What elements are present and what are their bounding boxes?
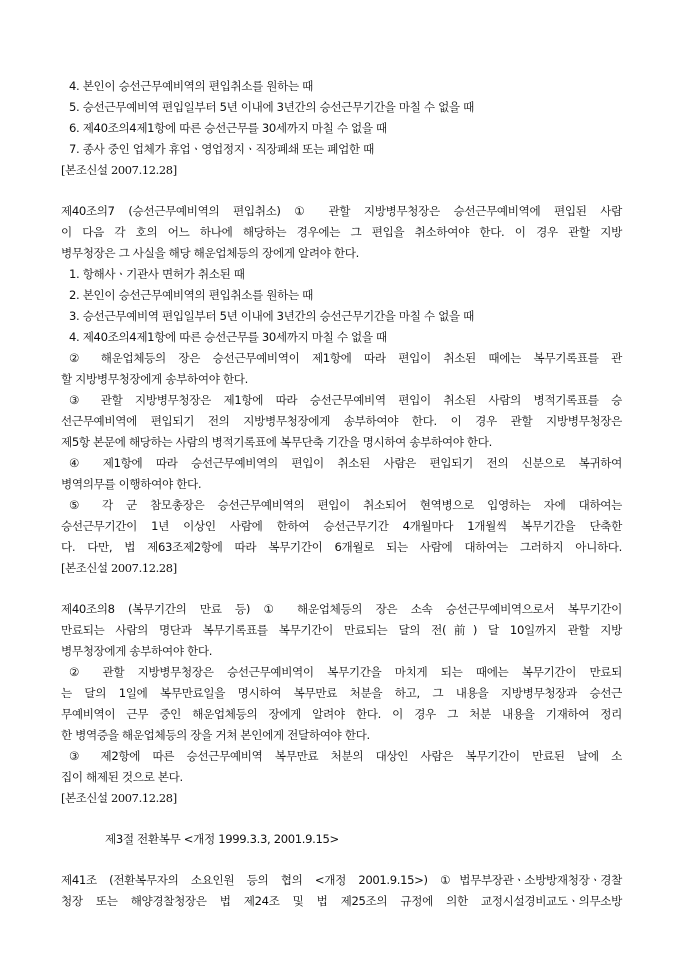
list-item: 6. 제40조의4제1항에 따른 승선근무를 30세까지 마칠 수 없을 때 [69, 121, 387, 135]
article-40-8 [61, 599, 622, 809]
spacer [61, 850, 622, 870]
paragraph-line: 병역의무를 이행하여야 한다. [61, 477, 202, 491]
paragraph-line: 무예비역이 근무 중인 해운업체등의 장에게 알려야 한다. 이 경우 그 처분 내용을 기재하여 정리 [61, 707, 622, 721]
paragraph-line: ② 해운업체등의 장은 승선근무예비역이 제1항에 따라 편입이 취소된 때에는 복무기록표를 관 [69, 351, 622, 365]
paragraph-line: ② 관할 지방병무청장은 승선근무예비역이 복무기간을 마치게 되는 때에는 복무기간이 만료되 [69, 665, 622, 679]
paragraph-line: 승선근무기간이 1년 이상인 사람에 한하여 승선근무기간 4개월마다 1개월씩 복무기간을 단축한 [61, 519, 622, 533]
paragraph-line: 제40조의7 (승선근무예비역의 편입취소) ① 관할 지방병무청장은 승선근무예비역에 편입된 사람 [61, 204, 622, 218]
list-item: 4. 제40조의4제1항에 따른 승선근무를 30세까지 마칠 수 없을 때 [69, 330, 387, 344]
paragraph-line: 만료되는 사람의 명단과 복무기록표를 복무기간이 만료되는 달의 전(前) 달 10일까지 관할 지방 [61, 623, 622, 637]
list-item: 7. 종사 중인 업체가 휴업ㆍ영업정지ㆍ직장폐쇄 또는 폐업한 때 [69, 142, 374, 156]
paragraph-line: 병무청장은 그 사실을 해당 해운업체등의 장에게 알려야 한다. [61, 246, 359, 260]
list-item: 4. 본인이 승선근무예비역의 편입취소를 원하는 때 [69, 79, 314, 93]
spacer [61, 579, 622, 599]
amendment-note: [본조신설 2007.12.28] [61, 561, 177, 575]
article-41 [61, 870, 622, 912]
paragraph-line: 집이 해제된 것으로 본다. [61, 770, 183, 784]
chapter-heading: 제3절 전환복무 <개정 1999.3.3, 2001.9.15> [105, 832, 339, 846]
list-item: 3. 승선근무예비역 편입일부터 5년 이내에 3년간의 승선근무기간을 마칠 수 없을 때 [69, 309, 474, 323]
paragraph-line: 선근무예비역에 편입되기 전의 지방병무청장에게 송부하여야 한다. 이 경우 관할 지방병무청장은 [61, 414, 622, 428]
paragraph-line: 제40조의8 (복무기간의 만료 등) ① 해운업체등의 장은 소속 승선근무예비역으로서 복무기간이 [61, 602, 622, 616]
paragraph-line: ⑤ 각 군 참모총장은 승선근무예비역의 편입이 취소되어 현역병으로 입영하는 자에 대하여는 [69, 498, 622, 512]
amendment-note: [본조신설 2007.12.28] [61, 163, 177, 177]
paragraph-line: ④ 제1항에 따라 승선근무예비역의 편입이 취소된 사람은 편입되기 전의 신분으로 복귀하여 [69, 456, 622, 470]
paragraph-line: 할 지방병무청장에게 송부하여야 한다. [61, 372, 248, 386]
paragraph-line: 한 병역증을 해운업체등의 장을 거쳐 본인에게 전달하여야 한다. [61, 728, 370, 742]
spacer [61, 809, 622, 829]
paragraph-line: 제41조 (전환복무자의 소요인원 등의 협의 <개정 2001.9.15>) ①법무부장관ㆍ소방방재청장ㆍ경찰 [61, 873, 622, 887]
paragraph-line: 청장 또는 해양경찰청장은 법 제24조 및 법 제25조의 규정에 의한 교정시설경비교도ㆍ의무소방 [61, 894, 622, 908]
amendment-note: [본조신설 2007.12.28] [61, 791, 177, 805]
article-40-7 [61, 201, 622, 579]
paragraph-line: 이 다음 각 호의 어느 하나에 해당하는 경우에는 그 편입을 취소하여야 한다. 이 경우 관할 지방 [61, 225, 622, 239]
list-item: 5. 승선근무예비역 편입일부터 5년 이내에 3년간의 승선근무기간을 마칠 수 없을 때 [69, 100, 474, 114]
paragraph-line: ③ 관할 지방병무청장은 제1항에 따라 승선근무예비역 편입이 취소된 사람의 병적기록표를 승 [69, 393, 622, 407]
paragraph-line: 제5항 본문에 해당하는 사람의 병적기록표에 복무단축 기간을 명시하여 송부하여야 한다. [61, 435, 492, 449]
paragraph-line: 는 달의 1일에 복무만료일을 명시하여 복무만료 처분을 하고, 그 내용을 지방병무청장과 승선근 [61, 686, 622, 700]
paragraph-line: 병무청장에게 송부하여야 한다. [61, 644, 213, 658]
list-item: 2. 본인이 승선근무예비역의 편입취소를 원하는 때 [69, 288, 314, 302]
item-list [61, 76, 622, 160]
paragraph-line: ③ 제2항에 따른 승선근무예비역 복무만료 처분의 대상인 사람은 복무기간이 만료된 날에 소 [69, 749, 622, 763]
paragraph-line: 다. 다만, 법 제63조제2항에 따라 복무기간이 6개월로 되는 사람에 대하여는 그러하지 아니하다. [61, 540, 622, 554]
list-item: 1. 항해사ㆍ기관사 면허가 취소된 때 [69, 267, 245, 281]
spacer [61, 181, 622, 201]
